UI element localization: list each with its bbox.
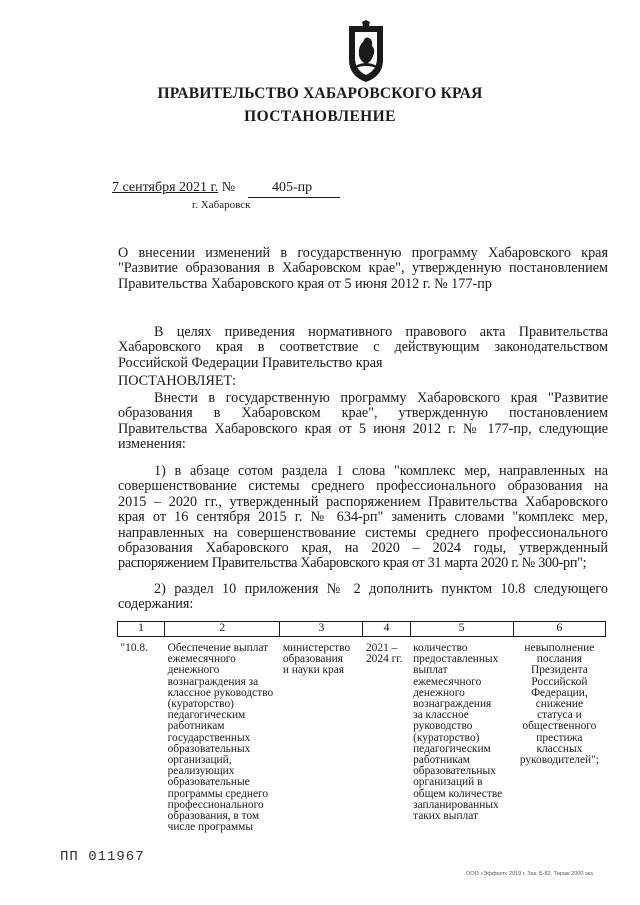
cell-line: снижение — [535, 698, 584, 711]
text-line: Внести в государственную программу Хабаровского края "Развитие — [154, 390, 608, 406]
cell-line: запланированных — [413, 798, 499, 811]
text-line: Хабаровского края в соответствие с действующим законодательством — [118, 339, 608, 356]
text-line: Правительства Хабаровского края от 5 июня 2012 г. № 177-пр — [118, 275, 492, 292]
cell-line: профессионального — [167, 798, 264, 811]
coat-of-arms-icon — [345, 20, 387, 86]
text-line: образования в Хабаровском крае", утвержденную постановлением — [118, 405, 608, 422]
table-row — [118, 637, 606, 834]
item-2 — [118, 582, 608, 613]
cell-line: образовательных — [167, 742, 251, 755]
document-type: ПОСТАНОВЛЕНИЕ — [244, 108, 396, 125]
cell-line: образования, в том — [167, 810, 260, 823]
cell-line: классное руководство — [167, 686, 274, 699]
text-line: Российской Федерации Правительство края — [118, 354, 383, 371]
cell-line: 2021 – — [365, 642, 398, 654]
text-line: совершенствование системы среднего профессионального образования на — [118, 478, 608, 495]
cell-line: образовательные — [167, 776, 250, 789]
table-header-cell: 4 — [363, 622, 410, 637]
cell-line: таких выплат — [413, 810, 478, 823]
text-line: Правительства Хабаровского края от 5 июня 2012 г. № 177-пр, следующие — [118, 420, 608, 437]
cell-line: организаций, — [167, 754, 232, 767]
cell-line: (кураторство) — [167, 698, 234, 711]
table-cell-measure — [165, 637, 280, 834]
text-line: 2015 – 2020 гг., утвержденный распоряжением Правительства Хабаровского — [118, 493, 608, 510]
table-cell-executor — [280, 637, 363, 834]
table-header-cell: 2 — [165, 622, 280, 637]
cell-line: педагогическим — [167, 709, 246, 722]
document-city: г. Хабаровск — [192, 199, 251, 211]
cell-line: организаций в — [413, 776, 483, 789]
form-serial-number: ПП 011967 — [60, 849, 145, 865]
text-line: образования Хабаровского края, на 2020 – 2024 годы, утвержденный — [118, 540, 608, 557]
preamble — [118, 325, 608, 371]
cell-line: общем количестве — [413, 787, 503, 800]
document-date — [112, 180, 235, 196]
cell-line: невыполнение — [524, 642, 595, 654]
number-prefix: № — [221, 180, 236, 195]
cell-line: предоставленных — [413, 653, 499, 666]
cell-line: ежемесячного — [413, 675, 482, 688]
text-line: В целях приведения нормативного правового акта Правительства — [154, 324, 608, 340]
text-line: О внесении изменений в государственную программу Хабаровского края — [118, 245, 608, 261]
table-header-row — [118, 622, 606, 637]
text-line: направленных на совершенствование системы среднего профессионального — [118, 524, 608, 541]
cell-line: образовательных — [413, 765, 496, 778]
table-cell-indicator — [410, 637, 513, 834]
cell-line: руководство — [413, 720, 473, 733]
cell-line: Президента — [530, 664, 588, 677]
cell-line: Обеспечение выплат — [167, 642, 269, 654]
cell-line: престижа — [536, 731, 583, 744]
date-value: 7 сентября 2021 г. — [112, 180, 219, 195]
cell-line: и науки края — [282, 664, 345, 677]
cell-line: вознаграждения за — [167, 675, 259, 688]
item-1 — [118, 464, 608, 572]
text-line: 2) раздел 10 приложения № 2 дополнить пунктом 10.8 следующего — [154, 581, 608, 597]
text-line: содержания: — [118, 596, 194, 613]
resolves-word — [118, 374, 608, 389]
cell-line: статуса и — [537, 709, 582, 722]
text-line: изменения: — [118, 436, 186, 453]
text-line: 1) в абзаце сотом раздела 1 слова "комплекс мер, направленных на — [154, 463, 608, 479]
government-name: ПРАВИТЕЛЬСТВО ХАБАРОВСКОГО КРАЯ — [157, 85, 483, 102]
table-header-cell: 5 — [410, 622, 513, 637]
table-header-cell: 6 — [513, 622, 605, 637]
cell-line: денежного — [413, 686, 465, 699]
table-header-cell: 1 — [118, 622, 165, 637]
amendment-table — [117, 621, 606, 833]
item-intro — [118, 391, 608, 453]
text-line: края от 16 сентября 2015 г. № 634-рп" заменить словами "комплекс мер, — [118, 509, 608, 526]
table-header-cell: 3 — [280, 622, 363, 637]
cell-line: общественного — [522, 720, 597, 733]
text-line: "Развитие образования в Хабаровском крае", утвержденную постановлением — [118, 260, 608, 277]
cell-line: государственных — [167, 731, 251, 744]
cell-line: послания — [536, 653, 583, 666]
cell-line: 2024 гг. — [365, 653, 403, 666]
cell-line: программы среднего — [167, 787, 269, 800]
cell-line: реализующих — [167, 765, 235, 778]
cell-line: числе программы — [167, 821, 254, 834]
cell-line: вознаграждения — [413, 698, 492, 711]
cell-line: "10.8. — [120, 642, 148, 654]
cell-line: ежемесячного денежного — [167, 653, 236, 677]
document-number: 405-пр — [248, 180, 340, 198]
table-cell-period — [363, 637, 410, 834]
cell-line: классных — [536, 742, 583, 755]
text-line: ПОСТАНОВЛЯЕТ: — [118, 373, 237, 389]
cell-line: образования — [282, 653, 343, 666]
cell-line: Федерации, — [531, 686, 588, 699]
cell-line: министерство — [282, 642, 351, 654]
cell-line: Российской — [531, 675, 588, 688]
cell-line: работникам — [413, 754, 470, 767]
cell-line: руководителей"; — [519, 754, 599, 767]
cell-line: (кураторство) — [413, 731, 480, 744]
cell-line: педагогическим — [413, 742, 491, 755]
text-line: распоряжением Правительства Хабаровского края от 31 марта 2020 г. № 300-рп"; — [118, 555, 587, 572]
document-subject — [118, 246, 608, 292]
table-cell-item-number — [118, 637, 165, 834]
table-cell-consequences — [513, 637, 605, 834]
cell-line: количество — [413, 642, 468, 654]
cell-line: выплат — [413, 664, 448, 677]
cell-line: работникам — [167, 720, 225, 733]
printer-imprint: ООО «Эффект» 2019 г. Зак. Б-82. Тираж 2000 экз. — [466, 871, 595, 877]
cell-line: за классное — [413, 709, 469, 722]
